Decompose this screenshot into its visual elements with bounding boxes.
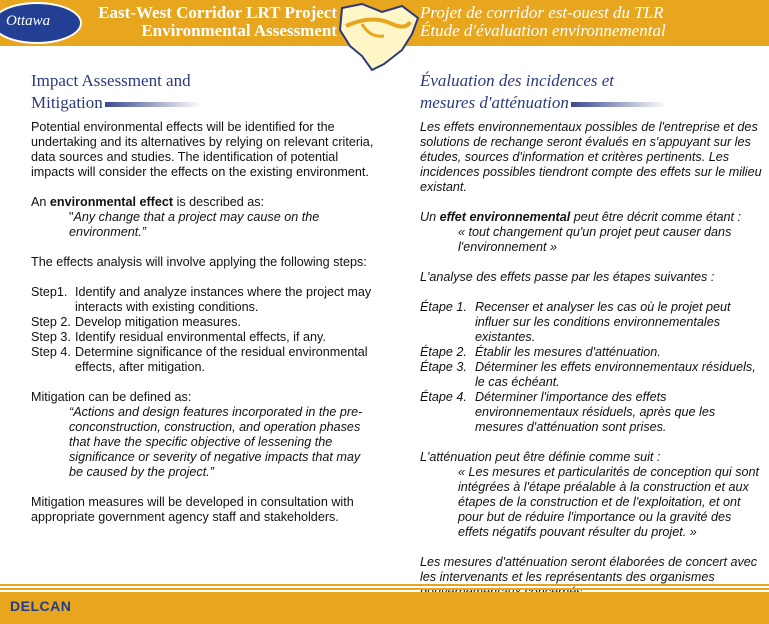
effect-term: environmental effect xyxy=(49,195,174,209)
effect-quote-open: " xyxy=(69,210,74,224)
city-map-icon xyxy=(332,0,422,72)
step-text: Déterminer l'importance des effets environnementaux résiduels, après que les mesures d'atténuation sont prises. xyxy=(475,390,716,434)
french-title-line1: Évaluation des incidences et xyxy=(420,71,615,90)
logo-text: Ottawa xyxy=(6,13,51,29)
english-closing-paragraph: Mitigation measures will be developed in consultation with appropriate government agency staff and stakeholders. xyxy=(31,495,354,524)
step-text: Établir les mesures d'atténuation. xyxy=(475,345,661,359)
title-rule xyxy=(105,102,201,107)
english-title-line1: Impact Assessment and xyxy=(31,71,191,90)
french-title-line2: mesures d'atténuation xyxy=(420,93,569,112)
step-number: Étape 2. xyxy=(420,345,467,359)
french-effect-definition xyxy=(420,210,765,255)
header-title-french xyxy=(420,4,666,40)
delcan-logo: DELCAN xyxy=(10,598,72,614)
step-text: Identify residual environmental effects, if any. xyxy=(75,330,326,344)
effect-quote-text: Any change that a project may cause on the environment.” xyxy=(69,210,320,239)
step-item xyxy=(420,345,765,360)
effect-intro-post: is described as: xyxy=(173,195,265,209)
french-intro-paragraph: Les effets environnementaux possibles de l'entreprise et des solutions de rechange seront évalués en s'appuyant sur les études, sources d'information et critères pertinents. Les incidences possibles tiendront compte des effets sur le milieu existant. xyxy=(420,120,762,194)
mitigation-quote: “Actions and design features incorporated in the pre-conconstruction, construction, and operation phases that have the specific objective of lessening the significance or severity of negative impacts that may be caused by the project.” xyxy=(69,405,363,479)
step-item xyxy=(31,285,376,315)
step-text: Identify and analyze instances where the project may interacts with existing conditions. xyxy=(75,285,372,314)
effect-intro-pre: An xyxy=(31,195,50,209)
english-title-line2: Mitigation xyxy=(31,93,103,112)
step-number: Step 3. xyxy=(31,330,71,344)
step-text: Determine significance of the residual environmental effects, after mitigation. xyxy=(75,345,368,374)
step-item xyxy=(420,360,765,390)
effect-quote xyxy=(31,210,376,240)
step-text: Déterminer les effets environnementaux résiduels, le cas échéant. xyxy=(475,360,756,389)
title-fr-line2: Étude d'évaluation environnemental xyxy=(420,21,666,40)
step-number: Étape 1. xyxy=(420,300,467,314)
step-item xyxy=(420,300,765,345)
french-mitigation-definition xyxy=(420,450,765,540)
footer-rule xyxy=(0,588,769,590)
english-intro-paragraph: Potential environmental effects will be identified for the undertaking and its alternatives by relying on relevant criteria, data sources and studies. The identification of potential impacts will consider the effects on the existing environment. xyxy=(31,120,374,179)
title-rule xyxy=(571,102,667,107)
title-en-line1: East-West Corridor LRT Project xyxy=(98,3,337,22)
footer-banner xyxy=(0,592,769,624)
step-text: Recenser et analyser les cas où le projet peut influer sur les conditions environnementales existantes. xyxy=(475,300,731,344)
footer-rule xyxy=(0,584,769,586)
mitigation-intro: L'atténuation peut être définie comme suit : xyxy=(420,450,661,464)
english-column xyxy=(31,70,376,540)
french-steps-list xyxy=(420,300,765,435)
french-section-title xyxy=(420,70,765,114)
english-mitigation-definition xyxy=(31,390,376,480)
effect-quote: « tout changement qu'un projet peut causer dans l'environnement » xyxy=(458,225,732,254)
effect-intro-pre: Un xyxy=(420,210,440,224)
step-number: Étape 3. xyxy=(420,360,467,374)
effect-term: effet environnemental xyxy=(439,210,571,224)
title-fr-line1: Projet de corridor est-ouest du TLR xyxy=(420,3,664,22)
french-analysis-intro: L'analyse des effets passe par les étapes suivantes : xyxy=(420,270,715,284)
step-number: Step 2. xyxy=(31,315,71,329)
step-number: Step 4. xyxy=(31,345,71,359)
english-analysis-intro: The effects analysis will involve applying the following steps: xyxy=(31,255,367,269)
english-steps-list xyxy=(31,285,376,375)
step-number: Étape 4. xyxy=(420,390,467,404)
french-column xyxy=(420,70,765,615)
english-effect-definition xyxy=(31,195,376,240)
english-section-title xyxy=(31,70,376,114)
ottawa-logo xyxy=(0,2,82,44)
step-text: Develop mitigation measures. xyxy=(75,315,241,329)
title-en-line2: Environmental Assessment xyxy=(141,21,337,40)
header-title-english xyxy=(98,4,337,40)
french-closing-paragraph: Les mesures d'atténuation seront élaborées de concert avec les intervenants et les représentants des organismes xyxy=(420,555,758,584)
mitigation-quote: « Les mesures et particularités de conception qui sont intégrées à l'étape préalable à la construction et aux étapes de la construction et de l'exploitation, et ont pour but de réduire l'importance ou la gravité des effets négatifs pouvant résulter du projet. » xyxy=(458,465,760,539)
step-number: Step1. xyxy=(31,285,68,299)
mitigation-intro: Mitigation can be defined as: xyxy=(31,390,192,404)
step-item xyxy=(420,390,765,435)
step-item xyxy=(31,315,376,330)
effect-intro-post: peut être décrit comme étant : xyxy=(570,210,742,224)
step-item xyxy=(31,345,376,375)
step-item xyxy=(31,330,376,345)
